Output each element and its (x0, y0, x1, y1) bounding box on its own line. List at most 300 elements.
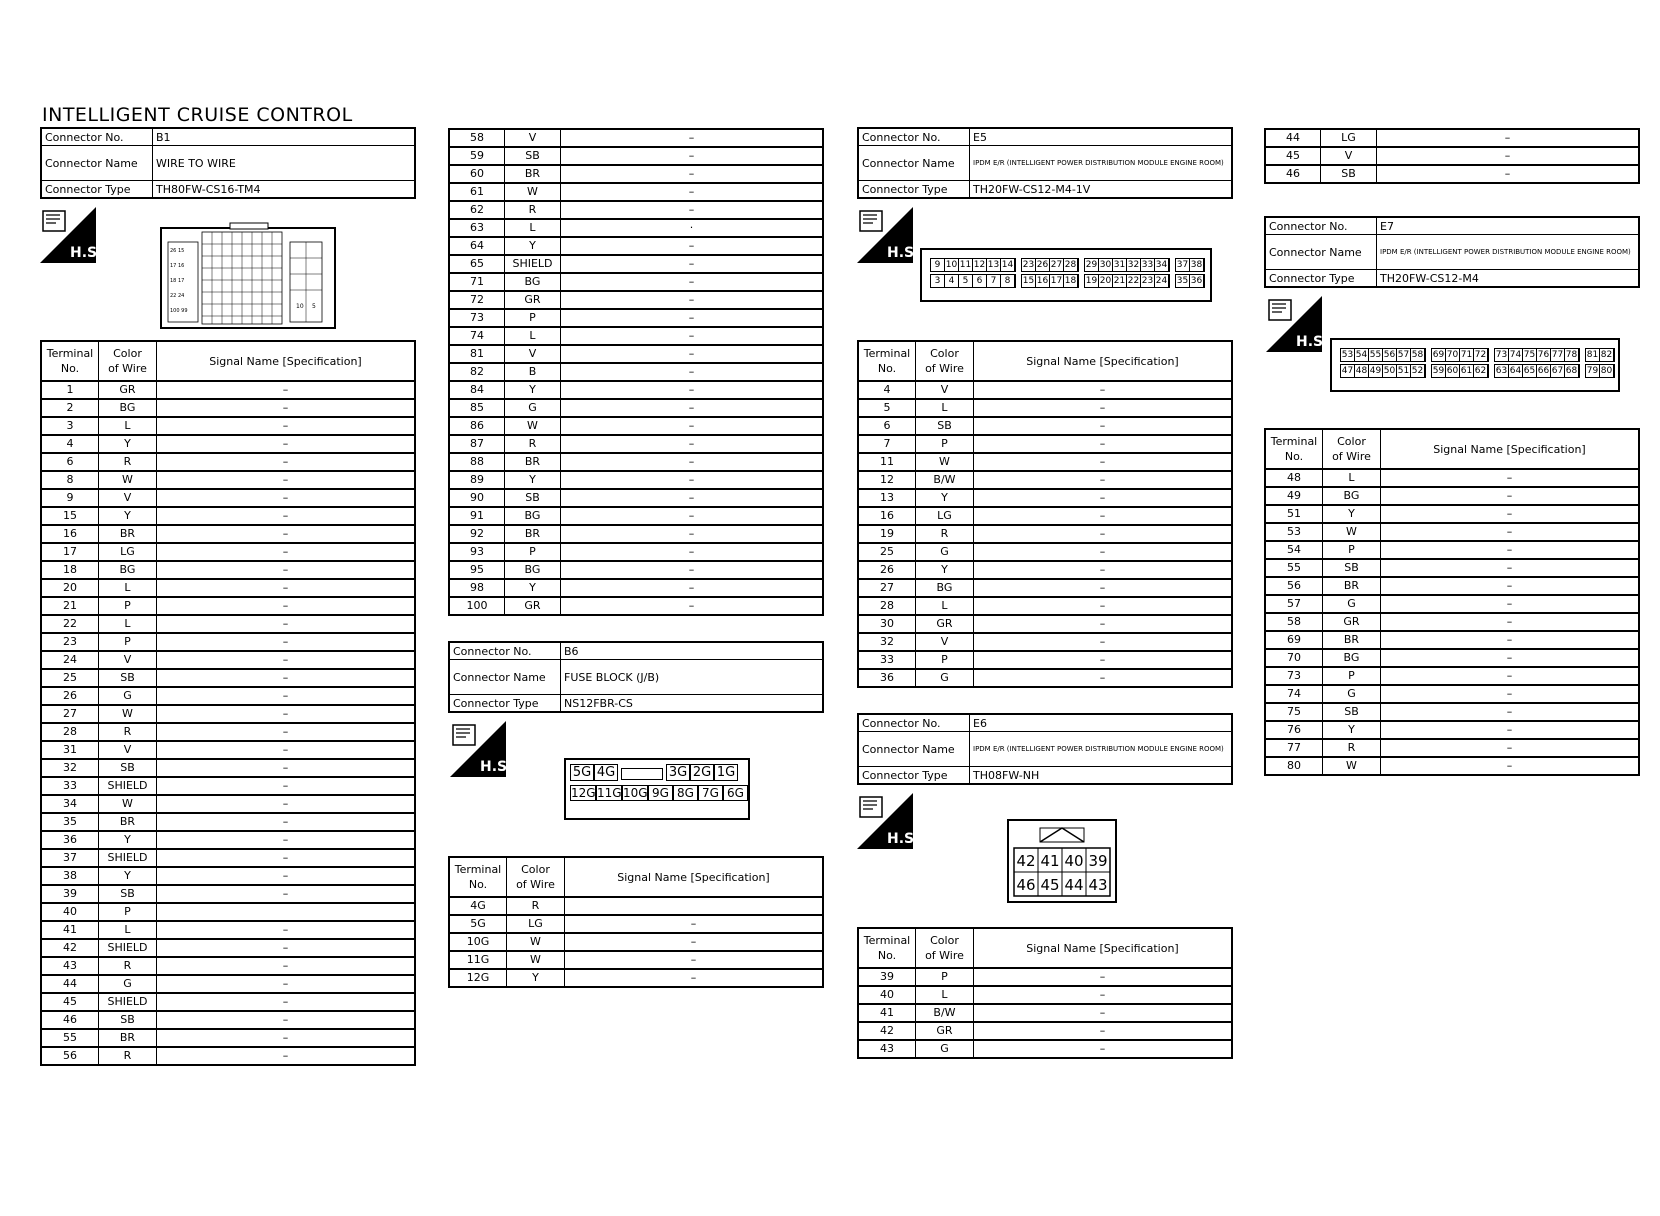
pin: 9 (931, 259, 945, 271)
signal-name-cell: – (561, 201, 824, 219)
signal-name-cell: – (974, 633, 1233, 651)
signal-name-cell: · (561, 219, 824, 237)
terminal-no-cell: 38 (41, 867, 99, 885)
pin: 36 (1190, 276, 1203, 286)
terminal-no-cell: 87 (449, 435, 505, 453)
signal-name-cell: – (974, 597, 1233, 615)
color-header: Color of Wire (916, 341, 974, 381)
wire-color-cell: V (505, 345, 561, 363)
wire-color-cell: G (99, 687, 157, 705)
wire-color-cell: W (505, 417, 561, 435)
table-row (1265, 703, 1639, 721)
table-row (449, 363, 823, 381)
table-row (858, 1022, 1232, 1040)
color-header: Color of Wire (507, 857, 565, 897)
pin: 26 (1036, 260, 1049, 270)
pin-group (1175, 258, 1205, 272)
pin: 40 (1064, 852, 1084, 870)
table-row (41, 399, 415, 417)
signal-name-cell: – (974, 525, 1233, 543)
terminal-no-cell: 73 (1265, 667, 1323, 685)
table-row (1265, 147, 1639, 165)
terminal-no-cell: 36 (41, 831, 99, 849)
wire-color-cell: SB (1323, 703, 1381, 721)
wire-color-cell: BG (99, 399, 157, 417)
pin: 6G (723, 785, 748, 801)
signal-name-cell: – (974, 1040, 1233, 1058)
wire-color-cell: G (99, 975, 157, 993)
table-row (858, 968, 1232, 986)
hs-icon (1266, 296, 1329, 352)
wire-color-cell: P (99, 903, 157, 921)
signal-name-cell: – (561, 255, 824, 273)
pin: 30 (1099, 260, 1112, 270)
pin: 18 (1064, 276, 1077, 286)
terminal-no-cell: 95 (449, 561, 505, 579)
terminal-no-cell: 26 (858, 561, 916, 579)
wire-color-cell: Y (1323, 505, 1381, 523)
signal-name-cell: – (565, 969, 824, 987)
terminal-no-cell: 44 (41, 975, 99, 993)
wire-color-cell: P (916, 651, 974, 669)
signal-name-cell: – (1381, 631, 1640, 649)
terminal-no-cell: 33 (41, 777, 99, 795)
terminal-no-cell: 86 (449, 417, 505, 435)
pin: 5G (570, 764, 594, 781)
signal-name-cell: – (157, 507, 416, 525)
table-row (41, 993, 415, 1011)
signal-name-cell: – (157, 831, 416, 849)
pin: 51 (1397, 366, 1410, 376)
signal-name-cell: – (561, 489, 824, 507)
wire-color-cell: L (1323, 469, 1381, 487)
pin: 65 (1523, 366, 1536, 376)
terminal-no-cell: 28 (41, 723, 99, 741)
table-row (1265, 613, 1639, 631)
pin: 31 (1113, 260, 1126, 270)
terminal-no-cell: 20 (41, 579, 99, 597)
color-header: Color of Wire (916, 928, 974, 968)
pin: 81 (1586, 350, 1599, 360)
pin: 75 (1523, 350, 1536, 360)
table-row (41, 1011, 415, 1029)
pin: 74 (1509, 350, 1522, 360)
table-row (449, 489, 823, 507)
wire-color-cell: L (99, 921, 157, 939)
signal-name-cell: – (157, 381, 416, 399)
signal-name-cell: – (1381, 667, 1640, 685)
terminal-no-cell: 7 (858, 435, 916, 453)
signal-name-cell: – (561, 417, 824, 435)
pin: 12 (973, 260, 986, 270)
table-row (41, 831, 415, 849)
connector-b1-info (40, 127, 416, 199)
terminal-no-cell: 10G (449, 933, 507, 951)
signal-name-cell: – (157, 1047, 416, 1065)
terminal-no-cell: 42 (41, 939, 99, 957)
connector-type-value: TH80FW-CS16-TM4 (153, 181, 416, 199)
pin: 71 (1460, 350, 1473, 360)
table-row (449, 435, 823, 453)
table-row (41, 597, 415, 615)
terminal-no-cell: 100 (449, 597, 505, 615)
terminal-no-cell: 62 (449, 201, 505, 219)
signal-name-cell: – (974, 1004, 1233, 1022)
signal-name-cell: – (1377, 129, 1640, 147)
pin: 69 (1432, 350, 1445, 360)
signal-name-cell: – (561, 597, 824, 615)
wire-color-cell: R (99, 1047, 157, 1065)
wire-color-cell: GR (505, 597, 561, 615)
table-row (1265, 631, 1639, 649)
b6-terminal-table (448, 856, 824, 988)
e6-terminal-table (857, 927, 1233, 1059)
connector-b1-face (160, 222, 336, 330)
table-row (449, 291, 823, 309)
color-header: Color of Wire (99, 341, 157, 381)
connector-no-label: Connector No. (1265, 217, 1377, 235)
table-row (41, 741, 415, 759)
table-row (41, 417, 415, 435)
pin-group (1431, 348, 1489, 362)
connector-type-label: Connector Type (858, 181, 970, 199)
connector-no-value: E5 (970, 128, 1233, 146)
connector-no-value: E7 (1377, 217, 1640, 235)
connector-type-label: Connector Type (449, 695, 561, 713)
table-row (1265, 523, 1639, 541)
signal-name-cell: – (157, 561, 416, 579)
e5-terminal-table (857, 340, 1233, 688)
pin-row (1340, 364, 1618, 378)
signal-name-cell: – (974, 435, 1233, 453)
pin: 70 (1446, 350, 1459, 360)
signal-name-cell: – (157, 975, 416, 993)
table-row (41, 723, 415, 741)
terminal-no-cell: 39 (858, 968, 916, 986)
table-row (41, 759, 415, 777)
signal-name-cell: – (1381, 469, 1640, 487)
pin-group (930, 274, 1016, 288)
signal-name-cell: – (1381, 577, 1640, 595)
table-row (449, 561, 823, 579)
terminal-no-cell: 70 (1265, 649, 1323, 667)
table-row (41, 777, 415, 795)
signal-name-cell: – (561, 579, 824, 597)
pin: 4G (594, 764, 618, 781)
wire-color-cell: Y (916, 561, 974, 579)
wire-color-cell: W (99, 471, 157, 489)
terminal-no-cell: 40 (858, 986, 916, 1004)
pin: 4 (945, 275, 959, 287)
table-row (41, 885, 415, 903)
signal-name-cell: – (1381, 703, 1640, 721)
pin: 68 (1565, 366, 1578, 376)
terminal-no-cell: 45 (41, 993, 99, 1011)
signal-name-cell: – (974, 986, 1233, 1004)
terminal-no-cell: 41 (858, 1004, 916, 1022)
terminal-no-cell: 27 (41, 705, 99, 723)
terminal-no-cell: 24 (41, 651, 99, 669)
wire-color-cell: LG (99, 543, 157, 561)
signal-name-cell: – (974, 968, 1233, 986)
signal-name-cell: – (1381, 685, 1640, 703)
pin: 76 (1537, 350, 1550, 360)
wire-color-cell: G (916, 669, 974, 687)
signal-name-cell: – (561, 471, 824, 489)
pin: 48 (1355, 366, 1368, 376)
signal-name-cell: – (157, 471, 416, 489)
signal-name-cell: – (1381, 595, 1640, 613)
pin: 80 (1600, 366, 1613, 376)
terminal-no-cell: 93 (449, 543, 505, 561)
terminal-no-cell: 4G (449, 897, 507, 915)
signal-name-cell: – (157, 957, 416, 975)
pin: 11G (597, 786, 622, 800)
wire-color-cell: GR (916, 1022, 974, 1040)
terminal-no-cell: 12G (449, 969, 507, 987)
pin: 60 (1446, 366, 1459, 376)
wire-color-cell: LG (507, 915, 565, 933)
signal-name-cell: – (157, 1029, 416, 1047)
wire-color-cell: W (507, 951, 565, 969)
terminal-no-cell: 61 (449, 183, 505, 201)
pin: 82 (1600, 350, 1613, 360)
signal-name-cell: – (1381, 505, 1640, 523)
terminal-no-cell: 81 (449, 345, 505, 363)
signal-name-cell: – (561, 399, 824, 417)
terminal-no-cell: 42 (858, 1022, 916, 1040)
pin-gap (621, 768, 663, 780)
table-row (858, 507, 1232, 525)
pin-group (1431, 364, 1489, 378)
pin: 79 (1586, 366, 1599, 376)
terminal-no-cell: 9 (41, 489, 99, 507)
pin: 41 (1040, 852, 1060, 870)
signal-name-cell: – (1381, 739, 1640, 757)
wire-color-cell: V (99, 741, 157, 759)
pin: 58 (1411, 350, 1424, 360)
svg-text:22 24: 22 24 (170, 293, 185, 299)
svg-text:5: 5 (312, 303, 316, 310)
signal-name-cell: – (974, 543, 1233, 561)
table-row (41, 975, 415, 993)
table-row (449, 507, 823, 525)
pin: 44 (1064, 876, 1084, 894)
pin-group (1084, 258, 1170, 272)
connector-e7-face (1330, 338, 1620, 392)
terminal-no-cell: 19 (858, 525, 916, 543)
signal-name-cell: – (561, 291, 824, 309)
pin: 64 (1509, 366, 1522, 376)
terminal-no-cell: 63 (449, 219, 505, 237)
wire-color-cell: W (99, 705, 157, 723)
signal-name-cell: – (157, 579, 416, 597)
table-row (858, 1004, 1232, 1022)
wire-color-cell: GR (505, 291, 561, 309)
signal-name-cell: – (157, 795, 416, 813)
svg-text:17 16: 17 16 (170, 263, 185, 269)
pin: 7 (987, 275, 1001, 287)
wire-color-cell: GR (916, 615, 974, 633)
pin: 39 (1088, 852, 1108, 870)
e7-terminal-section (1264, 428, 1640, 776)
wire-color-cell: L (505, 327, 561, 345)
pin-row (1340, 348, 1618, 362)
pin: 9G (648, 785, 673, 801)
signal-name-cell: – (561, 363, 824, 381)
table-row (449, 453, 823, 471)
signal-name-cell: – (157, 921, 416, 939)
table-row (449, 219, 823, 237)
terminal-no-cell: 71 (449, 273, 505, 291)
wire-color-cell: SHIELD (99, 939, 157, 957)
terminal-no-cell: 53 (1265, 523, 1323, 541)
signal-name-cell: – (974, 453, 1233, 471)
connector-no-label: Connector No. (858, 128, 970, 146)
pin-group (1340, 348, 1426, 362)
table-row (41, 633, 415, 651)
terminal-no-cell: 16 (858, 507, 916, 525)
terminal-no-cell: 30 (858, 615, 916, 633)
signal-name-cell: – (157, 399, 416, 417)
terminal-no-cell: 35 (41, 813, 99, 831)
wire-color-cell: BG (505, 507, 561, 525)
table-row (41, 687, 415, 705)
connector-name-value: IPDM E/R (INTELLIGENT POWER DISTRIBUTION MODULE ENGINE ROOM) (1377, 235, 1640, 270)
signal-name-cell: – (1381, 541, 1640, 559)
connector-e6-info (857, 713, 1233, 785)
table-row (41, 525, 415, 543)
signal-name-cell: – (974, 417, 1233, 435)
terminal-no-cell: 56 (41, 1047, 99, 1065)
wire-color-cell: L (916, 986, 974, 1004)
table-row (858, 435, 1232, 453)
table-row (449, 237, 823, 255)
b1-continued-section (448, 128, 824, 616)
table-row (41, 489, 415, 507)
pin: 46 (1016, 876, 1036, 894)
signal-name-cell: – (157, 939, 416, 957)
table-row (449, 525, 823, 543)
terminal-no-cell: 45 (1265, 147, 1321, 165)
terminal-no-cell: 60 (449, 165, 505, 183)
pin: 53 (1341, 350, 1354, 360)
connector-b6-info (448, 641, 824, 713)
wire-color-cell: Y (505, 471, 561, 489)
wire-color-cell: W (99, 795, 157, 813)
wire-color-cell: SB (99, 669, 157, 687)
signal-name-cell: – (561, 147, 824, 165)
pin: 37 (1176, 260, 1189, 270)
pin-group (1585, 348, 1615, 362)
table-row (858, 986, 1232, 1004)
terminal-no-cell: 18 (41, 561, 99, 579)
terminal-no-cell: 4 (41, 435, 99, 453)
table-row (41, 849, 415, 867)
connector-name-value: WIRE TO WIRE (153, 146, 416, 181)
wire-color-cell: SB (505, 489, 561, 507)
table-row (449, 129, 823, 147)
svg-text:H.S.: H.S. (480, 759, 513, 775)
pin: 14 (1001, 260, 1014, 270)
pin: 8 (1001, 275, 1015, 287)
pin: 49 (1369, 366, 1382, 376)
signal-name-cell: – (1381, 721, 1640, 739)
terminal-no-cell: 15 (41, 507, 99, 525)
terminal-no-cell: 65 (449, 255, 505, 273)
table-row (1265, 595, 1639, 613)
pin-group (1340, 364, 1426, 378)
wire-color-cell: Y (99, 831, 157, 849)
signal-header: Signal Name [Specification] (974, 341, 1233, 381)
b6-terminal-section (448, 856, 824, 988)
terminal-no-cell: 6 (858, 417, 916, 435)
terminal-no-cell: 17 (41, 543, 99, 561)
wire-color-cell: P (505, 309, 561, 327)
wire-color-cell: P (916, 968, 974, 986)
pin-group (1084, 274, 1170, 288)
signal-name-cell: – (561, 435, 824, 453)
connector-e7-info (1264, 216, 1640, 288)
pin: 16 (1036, 276, 1049, 286)
wire-color-cell: G (1323, 685, 1381, 703)
pin: 28 (1064, 260, 1077, 270)
b6-pin-row-bottom (570, 785, 748, 801)
svg-text:H.S.: H.S. (887, 831, 920, 847)
table-row (449, 597, 823, 615)
wire-color-cell: B/W (916, 471, 974, 489)
connector-e7-section (1264, 216, 1640, 288)
wire-color-cell: P (1323, 541, 1381, 559)
table-row (1265, 541, 1639, 559)
terminal-no-cell: 49 (1265, 487, 1323, 505)
svg-text:H.S.: H.S. (1296, 334, 1329, 350)
table-row (1265, 559, 1639, 577)
terminal-no-cell: 56 (1265, 577, 1323, 595)
pin: 34 (1155, 260, 1168, 270)
svg-text:H.S.: H.S. (70, 245, 103, 261)
terminal-no-cell: 5G (449, 915, 507, 933)
signal-name-cell: – (561, 309, 824, 327)
table-row (449, 969, 823, 987)
pin: 56 (1383, 350, 1396, 360)
signal-name-cell: – (561, 273, 824, 291)
signal-name-cell: – (561, 165, 824, 183)
signal-name-cell: – (974, 615, 1233, 633)
table-row (449, 147, 823, 165)
pin: 8G (673, 785, 698, 801)
terminal-no-cell: 59 (449, 147, 505, 165)
signal-name-cell: – (1381, 613, 1640, 631)
pin: 10G (623, 786, 648, 800)
terminal-no-cell: 76 (1265, 721, 1323, 739)
wire-color-cell: W (1323, 757, 1381, 775)
signal-name-cell: – (565, 933, 824, 951)
page-title: INTELLIGENT CRUISE CONTROL (42, 104, 353, 126)
terminal-no-cell: 75 (1265, 703, 1323, 721)
terminal-no-cell: 46 (1265, 165, 1321, 183)
connector-name-value: IPDM E/R (INTELLIGENT POWER DISTRIBUTION MODULE ENGINE ROOM) (970, 732, 1233, 767)
terminal-no-cell: 82 (449, 363, 505, 381)
terminal-no-cell: 25 (41, 669, 99, 687)
wire-color-cell: SB (505, 147, 561, 165)
pin: 45 (1040, 876, 1060, 894)
terminal-no-cell: 55 (1265, 559, 1323, 577)
signal-name-cell: – (561, 525, 824, 543)
wire-color-cell: GR (99, 381, 157, 399)
terminal-no-cell: 1 (41, 381, 99, 399)
connector-no-label: Connector No. (858, 714, 970, 732)
